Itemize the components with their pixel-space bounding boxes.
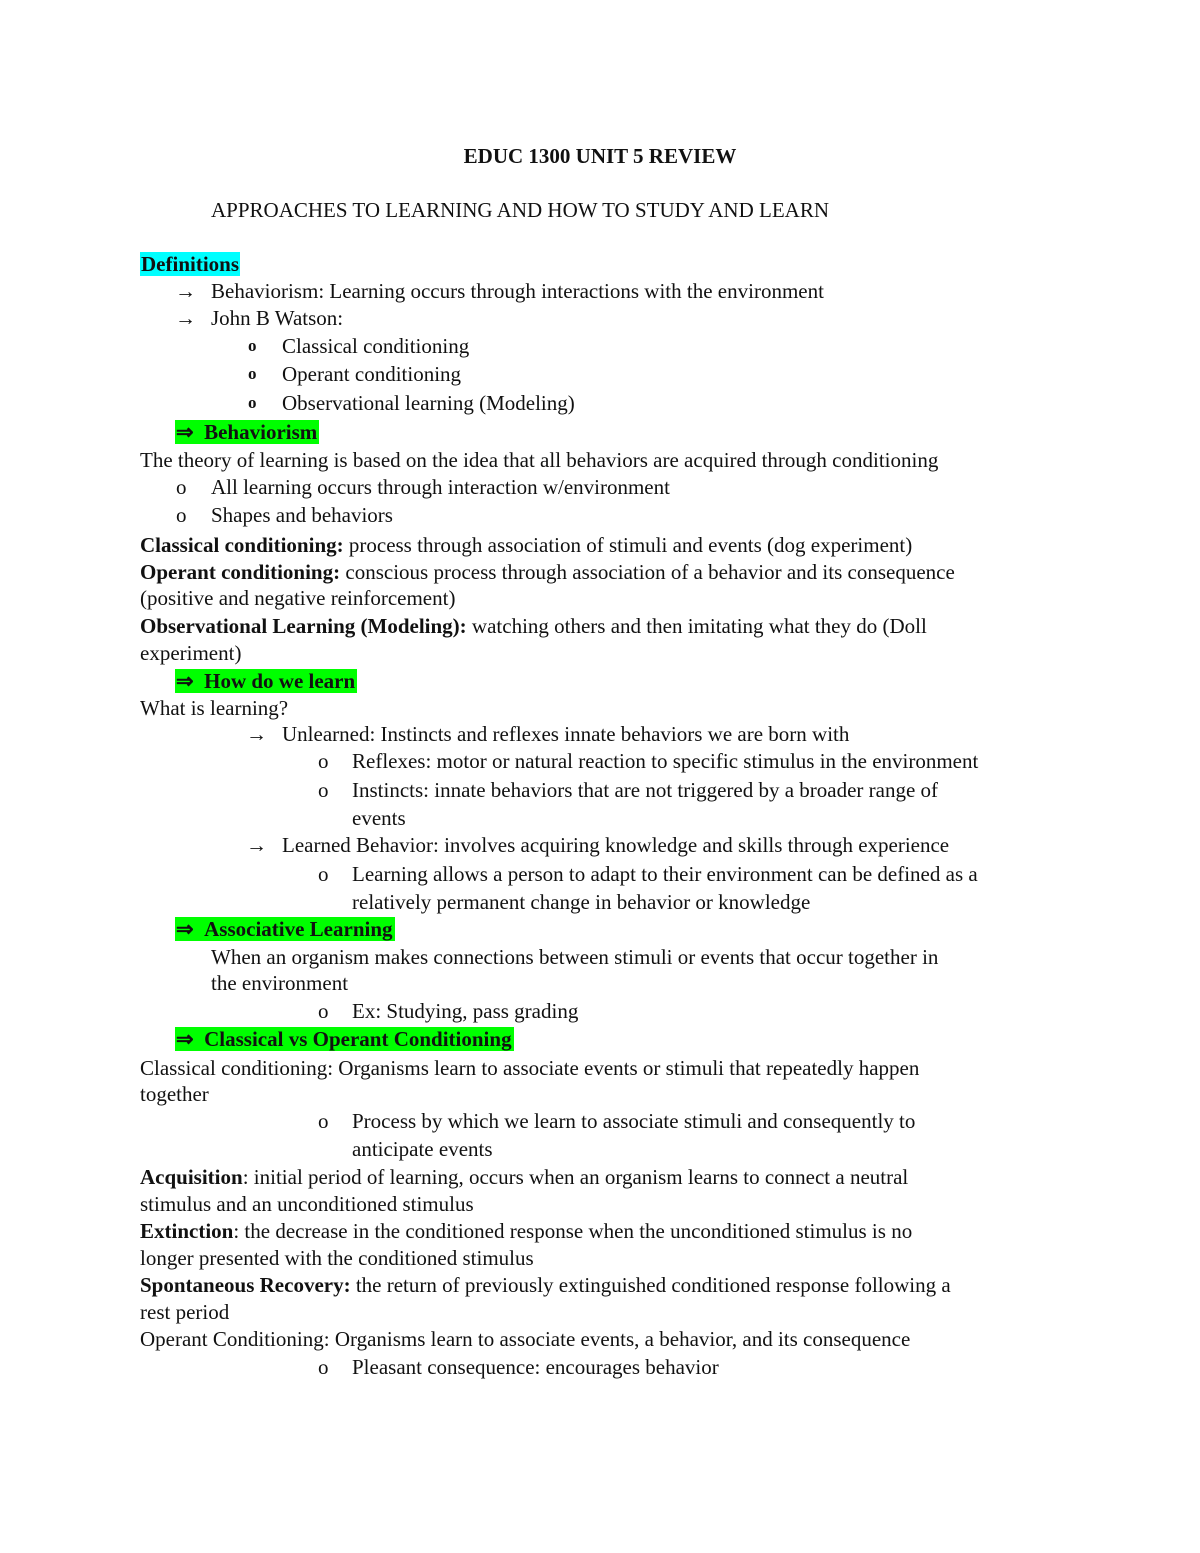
arrow-bullet-icon: → xyxy=(246,722,267,746)
list-item-cont: relatively permanent change in behavior or knowledge xyxy=(352,890,811,914)
document-title: EDUC 1300 UNIT 5 REVIEW xyxy=(463,144,737,168)
paragraph-cont: together xyxy=(140,1082,209,1106)
term-definition: Operant conditioning: conscious process through association of a behavior and its consequence xyxy=(140,560,955,584)
list-item: Classical conditioning xyxy=(282,334,470,358)
arrow-bullet-icon: → xyxy=(175,306,196,330)
list-item: Operant conditioning xyxy=(282,362,462,386)
list-item: Ex: Studying, pass grading xyxy=(352,999,579,1023)
circle-bullet-icon: o xyxy=(248,364,257,383)
definitions-heading: Definitions xyxy=(141,252,240,276)
list-item: Behaviorism: Learning occurs through interactions with the environment xyxy=(211,279,824,303)
double-arrow-icon: ⇒ xyxy=(176,917,194,941)
list-item: Learned Behavior: involves acquiring knowledge and skills through experience xyxy=(282,833,950,857)
paragraph: Classical conditioning: Organisms learn to associate events or stimuli that repeatedly happen xyxy=(140,1056,920,1080)
document-subtitle: APPROACHES TO LEARNING AND HOW TO STUDY AND LEARN xyxy=(211,198,829,222)
arrow-bullet-icon: → xyxy=(246,833,267,857)
term-definition: Spontaneous Recovery: the return of previously extinguished conditioned response following a xyxy=(140,1273,951,1297)
term-definition: Classical conditioning: process through association of stimuli and events (dog experiment) xyxy=(140,533,913,557)
list-item: Pleasant consequence: encourages behavior xyxy=(352,1355,719,1379)
hollow-bullet-icon: o xyxy=(318,862,329,886)
hollow-bullet-icon: o xyxy=(318,778,329,802)
double-arrow-icon: ⇒ xyxy=(176,1027,194,1051)
list-item: Process by which we learn to associate stimuli and consequently to xyxy=(352,1109,916,1133)
list-item-cont: events xyxy=(352,806,406,830)
hollow-bullet-icon: o xyxy=(318,1109,329,1133)
list-item: Shapes and behaviors xyxy=(211,503,393,527)
term-definition-cont: (positive and negative reinforcement) xyxy=(140,586,456,610)
term-definition: Extinction: the decrease in the conditioned response when the unconditioned stimulus is no xyxy=(140,1219,913,1243)
list-item: Learning allows a person to adapt to their environment can be defined as a xyxy=(352,862,978,886)
list-item: Reflexes: motor or natural reaction to specific stimulus in the environment xyxy=(352,749,979,773)
classical-vs-operant-heading: ⇒ Classical vs Operant Conditioning xyxy=(176,1027,512,1051)
paragraph: What is learning? xyxy=(140,696,289,720)
list-item: Instincts: innate behaviors that are not triggered by a broader range of xyxy=(352,778,939,802)
behaviorism-heading: ⇒ Behaviorism xyxy=(176,420,318,444)
term-definition-cont: rest period xyxy=(140,1300,230,1324)
term-definition: Acquisition: initial period of learning, occurs when an organism learns to connect a neutral xyxy=(140,1165,909,1189)
term-definition: Observational Learning (Modeling): watching others and then imitating what they do (Doll xyxy=(140,614,927,638)
hollow-bullet-icon: o xyxy=(318,1355,329,1379)
double-arrow-icon: ⇒ xyxy=(176,420,194,444)
circle-bullet-icon: o xyxy=(248,336,257,355)
term-definition-cont: longer presented with the conditioned stimulus xyxy=(140,1246,534,1270)
list-item: Observational learning (Modeling) xyxy=(282,391,575,415)
list-item: Unlearned: Instincts and reflexes innate behaviors we are born with xyxy=(282,722,850,746)
paragraph: When an organism makes connections between stimuli or events that occur together in xyxy=(211,945,939,969)
term-definition-cont: experiment) xyxy=(140,641,242,665)
paragraph: The theory of learning is based on the idea that all behaviors are acquired through conditioning xyxy=(140,448,939,472)
double-arrow-icon: ⇒ xyxy=(176,669,194,693)
hollow-bullet-icon: o xyxy=(318,749,329,773)
term-definition-cont: stimulus and an unconditioned stimulus xyxy=(140,1192,474,1216)
circle-bullet-icon: o xyxy=(248,393,257,412)
hollow-bullet-icon: o xyxy=(176,475,187,499)
how-learn-heading: ⇒ How do we learn xyxy=(176,669,356,693)
list-item: John B Watson: xyxy=(211,306,344,330)
arrow-bullet-icon: → xyxy=(175,279,196,303)
list-item-cont: anticipate events xyxy=(352,1137,493,1161)
paragraph: Operant Conditioning: Organisms learn to associate events, a behavior, and its consequence xyxy=(140,1327,911,1351)
hollow-bullet-icon: o xyxy=(318,999,329,1023)
hollow-bullet-icon: o xyxy=(176,503,187,527)
paragraph-cont: the environment xyxy=(211,971,349,995)
list-item: All learning occurs through interaction w/environment xyxy=(211,475,670,499)
associative-heading: ⇒ Associative Learning xyxy=(176,917,393,941)
